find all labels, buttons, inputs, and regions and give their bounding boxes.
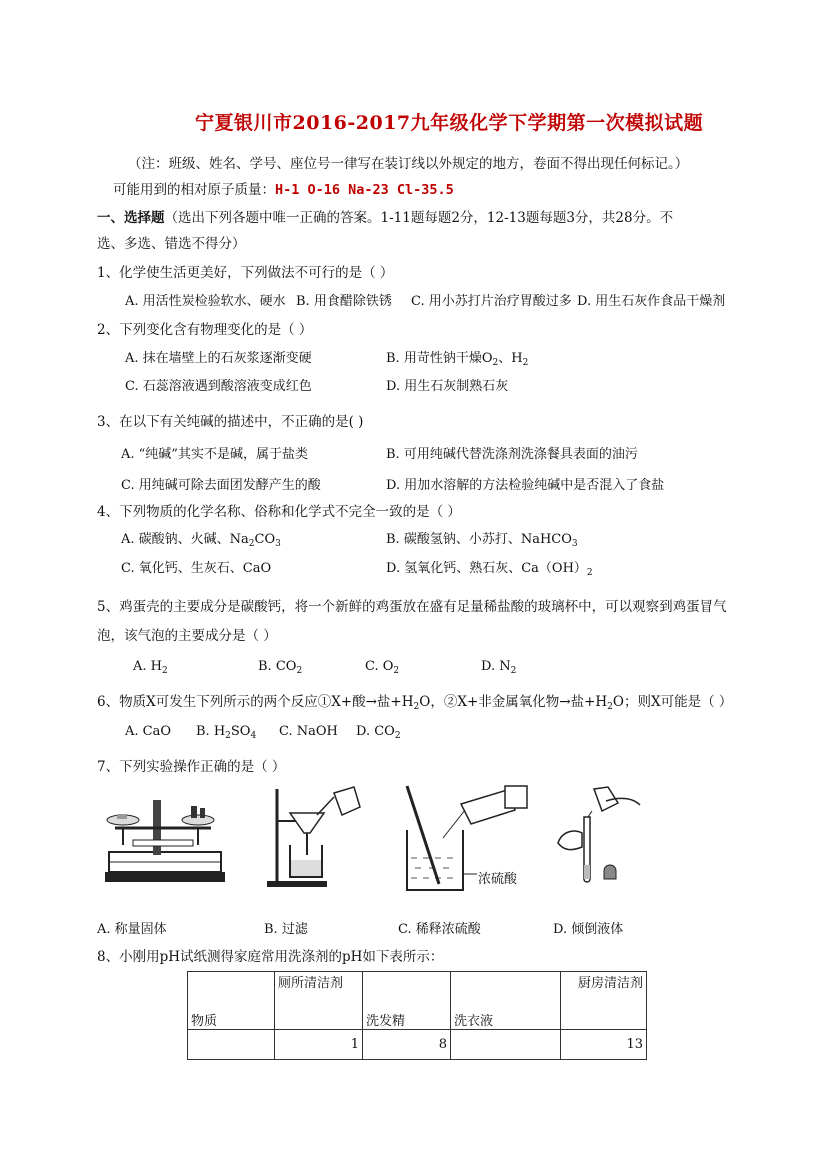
filtration-figure xyxy=(262,785,362,890)
section-desc-2: 选、多选、错选不得分） xyxy=(97,236,246,252)
section-desc: （选出下列各题中唯一正确的答案。1-11题每题2分，12-13题每题3分，共28分。不 xyxy=(164,210,674,226)
q2-option-a: A. 抹在墙壁上的石灰浆逐渐变硬 xyxy=(125,351,312,366)
q5-option-d: D. $N_2$ xyxy=(481,659,517,676)
q5-stem-2: 泡，该气泡的主要成分是（ ） xyxy=(97,628,277,644)
q7-option-d: D. 倾倒液体 xyxy=(553,922,624,937)
q1-option-d: D. 用生石灰作食品干燥剂 xyxy=(577,294,726,309)
q7-option-a: A. 称量固体 xyxy=(97,922,167,937)
q4-stem: 4、下列物质的化学名称、俗称和化学式不完全一致的是（ ） xyxy=(97,504,461,520)
q5-stem: 5、鸡蛋壳的主要成分是碳酸钙，将一个新鲜的鸡蛋放在盛有足量稀盐酸的玻璃杯中，可以观察到鸡蛋冒气 xyxy=(97,599,727,615)
q5-option-a: A. $H_2$ xyxy=(133,659,168,676)
q3-stem: 3、在以下有关纯碱的描述中，不正确的是( ) xyxy=(97,414,364,430)
exam-note: （注：班级、姓名、学号、座位号一律写在装订线以外规定的地方，卷面不得出现任何标记。） xyxy=(128,156,689,172)
table-row xyxy=(188,1030,647,1060)
section-title: 一、选择题 xyxy=(97,210,165,226)
q4-option-c: C. 氧化钙、生灰石、CaO xyxy=(121,561,272,576)
table-cell: 13 xyxy=(561,1030,647,1060)
table-cell xyxy=(188,1030,275,1060)
q7-option-b: B. 过滤 xyxy=(264,922,308,937)
dilution-figure xyxy=(395,780,545,895)
table-cell xyxy=(451,1030,561,1060)
q3-option-b: B. 可用纯碱代替洗涤剂洗涤餐具表面的油污 xyxy=(386,447,638,462)
atomic-mass-label: 可能用到的相对原子质量： xyxy=(113,182,275,198)
q2-option-c: C. 石蕊溶液遇到酸溶液变成红色 xyxy=(125,379,312,394)
balance-scale-figure xyxy=(103,790,228,885)
pouring-liquid-figure xyxy=(548,785,648,885)
q6-option-a: A. CaO xyxy=(125,724,172,739)
figure-label-concentrated-acid: 浓硫酸 xyxy=(478,872,518,887)
q8-stem: 8、小刚用pH试纸测得家庭常用洗涤剂的pH如下表所示： xyxy=(97,949,444,965)
table-header-cell: 洗衣液 xyxy=(451,972,561,1030)
q2-stem: 2、下列变化含有物理变化的是（ ） xyxy=(97,322,313,338)
q1-stem: 1、化学使生活更美好，下列做法不可行的是（ ） xyxy=(97,265,394,281)
q3-option-a: A. “纯碱”其实不是碱，属于盐类 xyxy=(121,447,308,462)
q4-option-b: B. 碳酸氢钠、小苏打、NaHCO$_3$ xyxy=(386,532,578,549)
q7-option-c: C. 稀释浓硫酸 xyxy=(398,922,481,937)
q1-option-c: C. 用小苏打片治疗胃酸过多 xyxy=(411,294,572,309)
q1-option-a: A. 用活性炭检验软水、硬水 xyxy=(125,294,286,309)
q7-stem: 7、下列实验操作正确的是（ ） xyxy=(97,759,286,775)
page-title: 宁夏银川市2016-2017九年级化学下学期第一次模拟试题 xyxy=(195,112,704,134)
table-header-cell: 洗发精 xyxy=(363,972,451,1030)
table-cell: 8 xyxy=(363,1030,451,1060)
table-row xyxy=(188,972,647,1030)
table-cell: 1 xyxy=(275,1030,363,1060)
q4-option-d: D. 氢氧化钙、熟石灰、$Ca(OH)_2$ xyxy=(386,561,593,578)
q5-option-b: B. $CO_2$ xyxy=(258,659,303,676)
table-header-cell: 厕所清洁剂 xyxy=(275,972,363,1030)
atomic-mass-line xyxy=(113,178,454,198)
q5-option-c: C. $O_2$ xyxy=(365,659,400,676)
q6-option-b: B. $H_2SO_4$ xyxy=(196,724,257,741)
section-heading xyxy=(97,206,673,226)
q3-option-c: C. 用纯碱可除去面团发酵产生的酸 xyxy=(121,478,321,493)
q6-option-c: C. NaOH xyxy=(279,724,338,739)
q2-option-d: D. 用生石灰制熟石灰 xyxy=(386,379,509,394)
table-row-header: 物质 xyxy=(188,972,275,1030)
q2-option-b: B. 用苛性钠干燥$O_2$、$H_2$ xyxy=(386,351,529,368)
table-header-cell: 厨房清洁剂 xyxy=(561,972,647,1030)
ph-table xyxy=(187,971,647,1060)
q4-option-a: A. 碳酸钠、火碱、$Na_2CO_3$ xyxy=(121,532,281,549)
q3-option-d: D. 用加水溶解的方法检验纯碱中是否混入了食盐 xyxy=(386,478,665,493)
q1-option-b: B. 用食醋除铁锈 xyxy=(296,294,392,309)
q6-stem: 6、物质X可发生下列所示的两个反应①X+酸→盐$+H_2O$，②X+非金属氧化物→盐$+H_2O$；则X可能是（ ） xyxy=(97,694,733,712)
q6-option-d: D. $CO_2$ xyxy=(356,724,401,741)
atomic-mass-values: H-1 O-16 Na-23 Cl-35.5 xyxy=(275,182,454,198)
